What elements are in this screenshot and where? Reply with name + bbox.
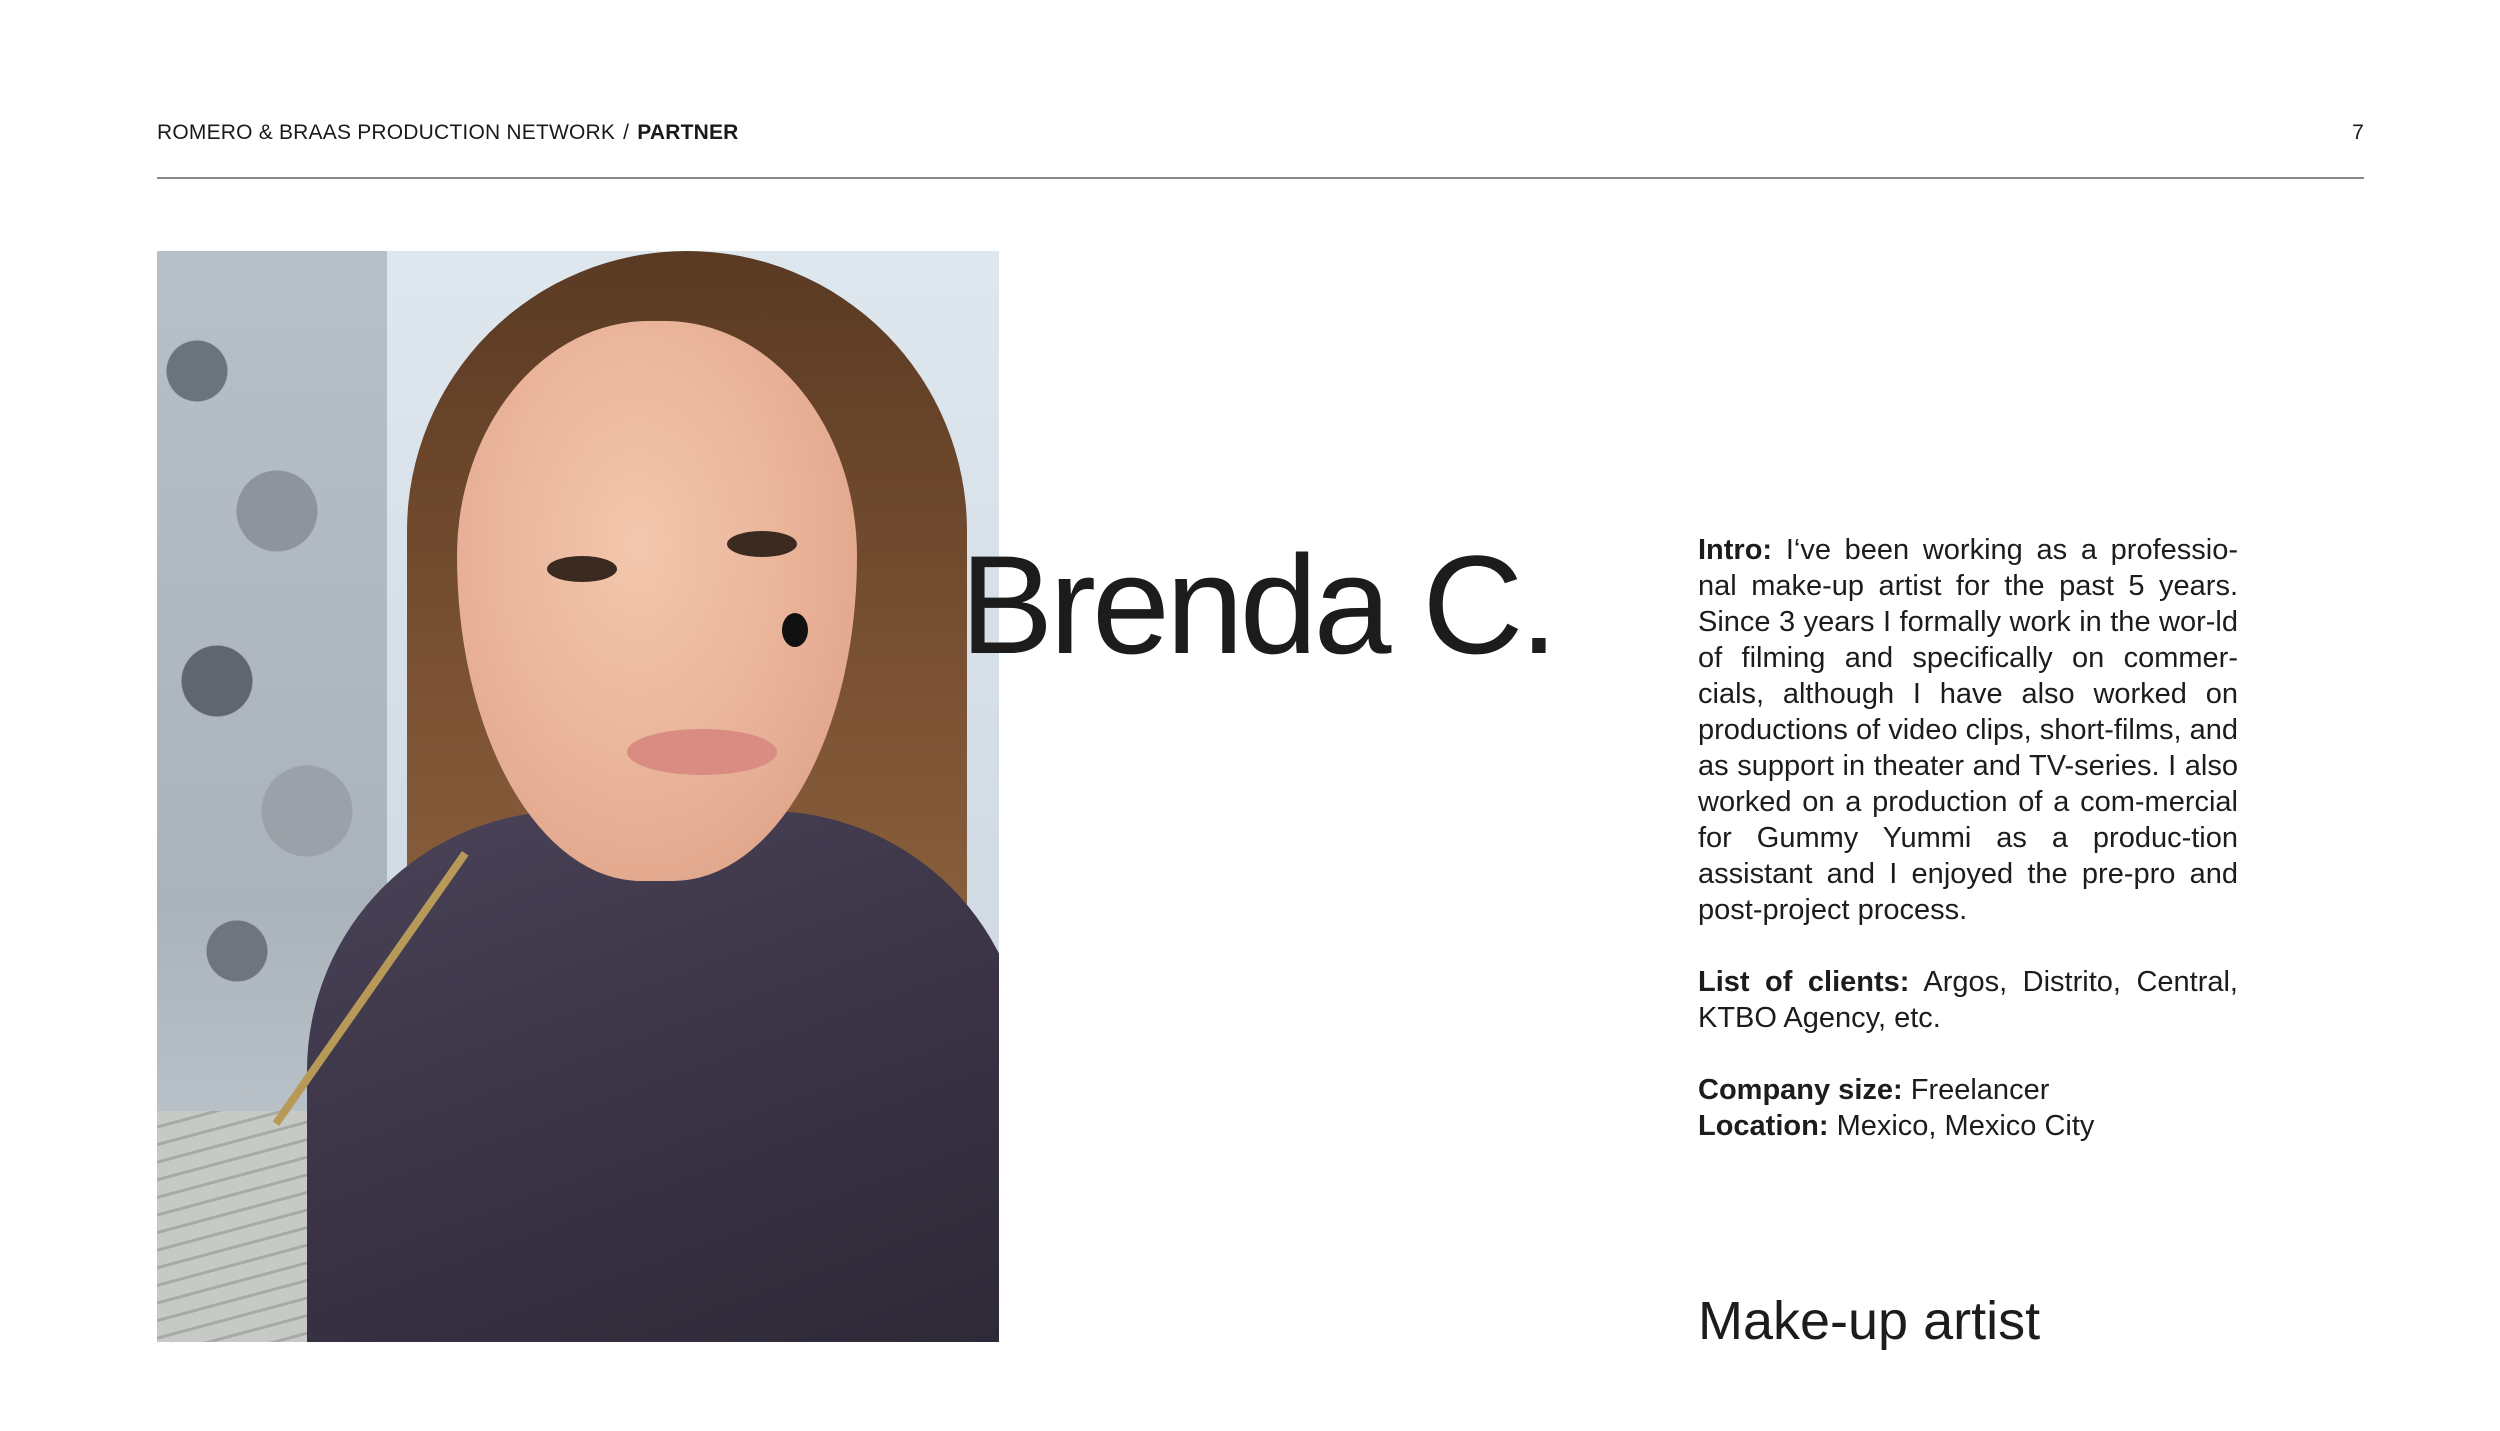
- page-header: [157, 118, 2364, 148]
- clients-paragraph: [1698, 964, 2238, 1036]
- intro-text: I‘ve been working as a professio-nal make-up artist for the past 5 years. Since 3 years I formally work in the wor-ld of filming and specifically on commer-cials, although I have also worked on productions of video clips, short-films, and as support in theater and TV-series. I also worked on a production of a com-mercial for Gummy Yummi as a produc-tion assistant and I enjoyed the pre-pro and post-project process.: [1698, 534, 2238, 926]
- company-size-label: Company size:: [1698, 1074, 1903, 1106]
- photo-earring: [782, 613, 808, 647]
- header-brand: ROMERO & BRAAS PRODUCTION NETWORK: [157, 121, 616, 144]
- location-label: Location:: [1698, 1110, 1829, 1142]
- photo-lips: [627, 729, 777, 775]
- page-number: 7: [2352, 121, 2364, 144]
- header-section: PARTNER: [637, 121, 739, 144]
- location-line: [1698, 1108, 2238, 1144]
- company-size-text: Freelancer: [1910, 1074, 2050, 1106]
- photo-jacket: [307, 811, 999, 1342]
- profile-details: [1698, 532, 2238, 1144]
- portrait-photo: [157, 251, 999, 1342]
- person-name: Brenda C.: [960, 526, 1555, 683]
- company-size-line: [1698, 1072, 2238, 1108]
- header-divider: [157, 177, 2364, 179]
- photo-eye-left: [547, 556, 617, 582]
- intro-label: Intro:: [1698, 534, 1773, 566]
- header-separator: /: [623, 121, 630, 144]
- clients-text: Argos, Distrito, Central, KTBO Agency, etc.: [1698, 966, 2238, 1034]
- photo-eye-right: [727, 531, 797, 557]
- clients-label: List of clients:: [1698, 966, 1910, 998]
- location-text: Mexico, Mexico City: [1836, 1110, 2095, 1142]
- person-role: Make-up artist: [1698, 1291, 2041, 1351]
- intro-paragraph: [1698, 532, 2238, 928]
